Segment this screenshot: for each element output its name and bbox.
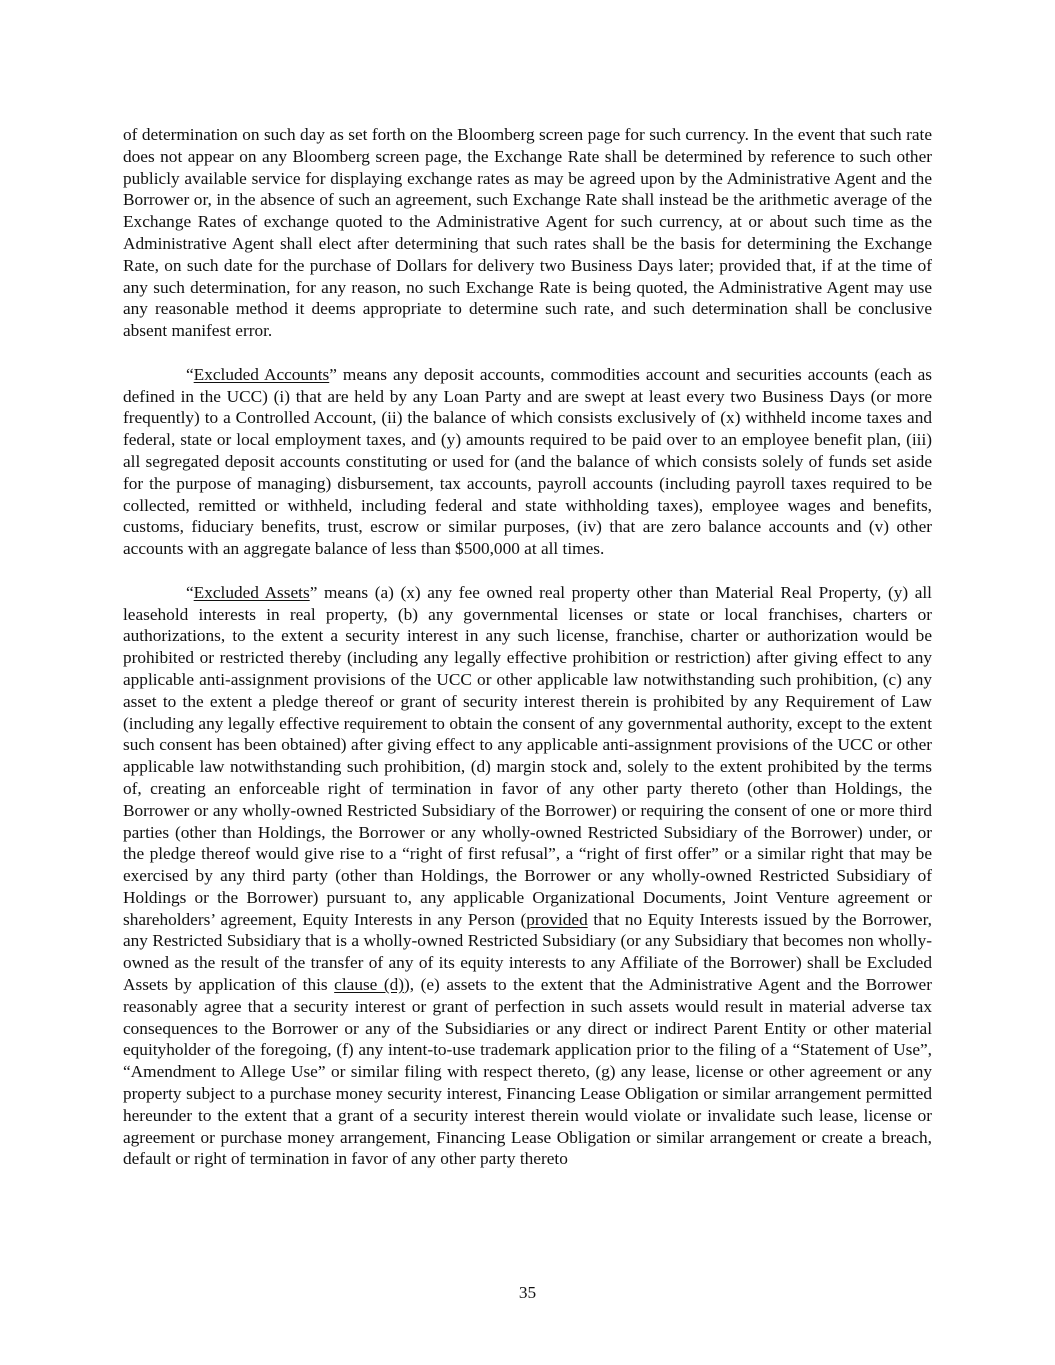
exchange-rate-paragraph [123, 124, 932, 342]
definition-text-part-2: that no Equity Interests issued by the Borrower, any Restricted Subsidiary that is a wholly-owned Restricted Subsidiary (or any Subsidiary that becomes non wholly-owned as the result of the transfer of any of its equity interests to any Affiliate of the Borrower) shall be Excluded Assets by application of this [123, 909, 932, 995]
definition-text-part-1: ” means (a) (x) any fee owned real property other than Material Real Property, (y) all leasehold interests in real property, (b) any governmental licenses or state or local franchises, charters or authorizations, to the extent a security interest in any such license, franchise, charter or authorization would be prohibited or restricted thereby (including any legally effective prohibition or restriction) after giving effect to any applicable anti-assignment provisions of the UCC or other applicable law notwithstanding such prohibition, (c) any asset to the extent a pledge thereof or grant of security interest therein is prohibited by any Requirement of Law (including any legally effective requirement to obtain the consent of any governmental authority, except to the extent such consent has been obtained) after giving effect to any applicable anti-assignment provisions of the UCC or other applicable law notwithstanding such prohibition, (d) margin stock and, solely to the extent prohibited by the terms of, creating an enforceable right of termination in favor of any other party thereto (other than Holdings, the Borrower or any wholly-owned Restricted Subsidiary of the Borrower) or requiring the consent of one or more third parties (other than Holdings, the Borrower or any wholly-owned Restricted Subsidiary of the Borrower) under, or the pledge thereof would give rise to a “right of first refusal”, a “right of first offer” or a similar right that may be exercised by any third party (other than Holdings, the Borrower or any wholly-owned Restricted Subsidiary of Holdings or the Borrower) pursuant to, any applicable Organizational Documents, Joint Venture agreement or shareholders’ agreement, Equity Interests in any Person ( [123, 582, 932, 929]
clause-reference: clause (d) [334, 975, 405, 995]
defined-term-excluded-assets: Excluded Assets [193, 582, 310, 602]
definition-text-part-3: ), (e) assets to the extent that the Administrative Agent and the Borrower reasonably agree that a security interest or grant of perfection in such assets would result in material adverse tax consequences to the Borrower or any of the Subsidiaries or any direct or indirect Parent Entity or other material equityholder of the foregoing, (f) any intent-to-use trademark application prior to the filing of a “Statement of Use”, “Amendment to Allege Use” or similar filing with respect thereto, (g) any lease, license or other agreement or any property subject to a purchase money security interest, Financing Lease Obligation or similar arrangement permitted hereunder to the extent that a grant of a security interest therein would violate or invalidate such lease, license or agreement or purchase money arrangement, Financing Lease Obligation or similar arrangement or create a breach, default or right of termination in favor of any other party thereto [123, 975, 932, 1169]
definition-text: ” means any deposit accounts, commodities account and securities accounts (each as defined in the UCC) (i) that are held by any Loan Party and are swept at least every two Business Days (or more frequently) to a Controlled Account, (ii) the balance of which consists exclusively of (x) withheld income taxes and federal, state or local employment taxes, and (y) amounts required to be paid over to an employee benefit plan, (iii) all segregated deposit accounts constituting or used for (and the balance of which consists solely of funds set aside for the purpose of managing) disbursement, tax accounts, payroll accounts (including payroll taxes required to be collected, remitted or withheld, including federal and state withholding taxes), employee wages and benefits, customs, fiduciary benefits, trust, escrow or similar purposes, (iv) that are zero balance accounts and (v) other accounts with an aggregate balance of less than $500,000 at all times. [123, 364, 932, 559]
document-page [123, 124, 932, 1192]
paragraph-text: of determination on such day as set forth on the Bloomberg screen page for such currency. In the event that such rate does not appear on any Bloomberg screen page, the Exchange Rate shall be determined by reference to such other publicly available service for displaying exchange rates as may be agreed upon by the Administrative Agent and the Borrower or, in the absence of such an agreement, such Exchange Rate shall instead be the arithmetic average of the Exchange Rates of exchange quoted to the Administrative Agent for such currency, at or about such time as the Administrative Agent shall elect after determining that such rates shall be the basis for determining the Exchange Rate, on such date for the purchase of Dollars for delivery two Business Days later; provided that, if at the time of any such determination, for any reason, no such Exchange Rate is being quoted, the Administrative Agent may use any reasonable method it deems appropriate to determine such rate, and such determination shall be conclusive absent manifest error. [123, 125, 932, 341]
page-number: 35 [518, 1283, 537, 1302]
open-quote: “ [186, 364, 194, 384]
excluded-accounts-definition [123, 364, 932, 560]
excluded-assets-definition [123, 582, 932, 1171]
defined-term-excluded-accounts: Excluded Accounts [193, 364, 330, 384]
provided-term: provided [526, 909, 588, 929]
open-quote: “ [186, 582, 194, 602]
